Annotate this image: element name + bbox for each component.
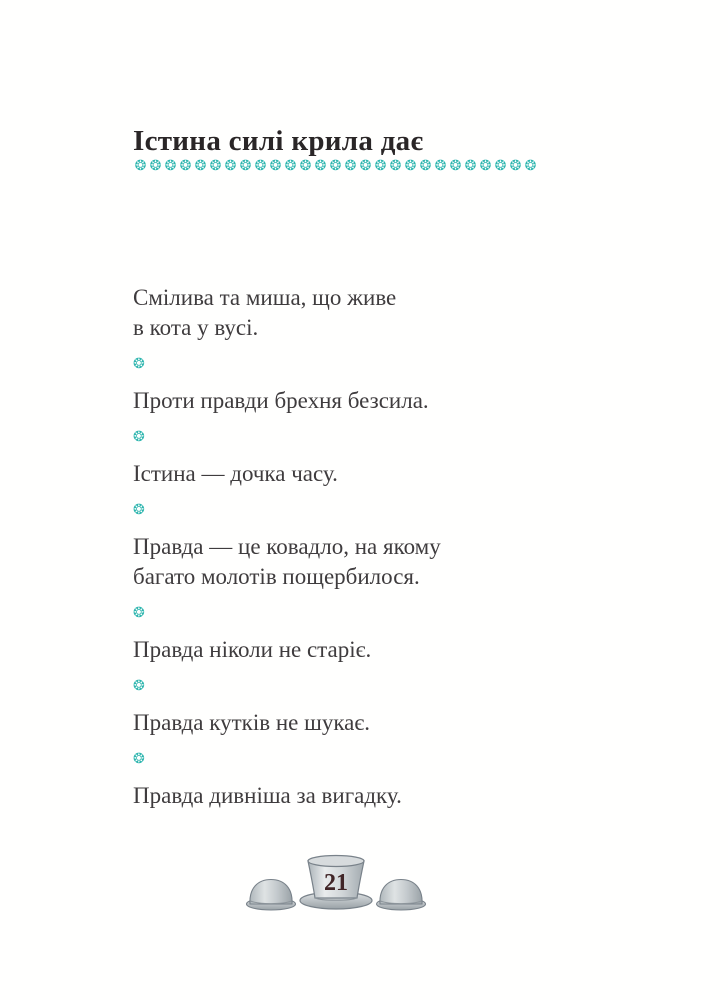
flower-ornament-icon: ❂ bbox=[479, 158, 492, 174]
flower-ornament-icon: ❂ bbox=[524, 158, 537, 174]
flower-ornament-icon: ❂ bbox=[494, 158, 507, 174]
flower-ornament-icon: ❂ bbox=[329, 158, 342, 174]
flower-ornament-icon: ❂ bbox=[299, 158, 312, 174]
flower-ornament-icon: ❂ bbox=[389, 158, 402, 174]
flower-ornament-icon: ❂ bbox=[314, 158, 327, 174]
flower-ornament-icon: ❂ bbox=[419, 158, 432, 174]
bowler-hat-left-icon bbox=[245, 877, 297, 911]
proverb-text bbox=[133, 781, 603, 811]
separator-flower-icon: ❂ bbox=[133, 751, 145, 767]
flower-ornament-icon: ❂ bbox=[509, 158, 522, 174]
bowler-hat-right-icon bbox=[375, 877, 427, 911]
proverb-text bbox=[133, 386, 603, 416]
proverb-line: Правда ніколи не старіє. bbox=[133, 637, 372, 662]
separator-flower-icon: ❂ bbox=[133, 502, 145, 518]
proverb-line: багато молотів пощербилося. bbox=[133, 564, 420, 589]
flower-ornament-icon: ❂ bbox=[374, 158, 387, 174]
footer-hats-illustration bbox=[245, 851, 427, 911]
flower-ornament-icon: ❂ bbox=[359, 158, 372, 174]
flower-ornament-icon: ❂ bbox=[404, 158, 417, 174]
flower-ornament-icon: ❂ bbox=[179, 158, 192, 174]
separator-flower-icon: ❂ bbox=[133, 678, 145, 694]
proverb-text bbox=[133, 283, 603, 343]
flower-ornament-icon: ❂ bbox=[344, 158, 357, 174]
proverb-text bbox=[133, 635, 603, 665]
flower-ornament-icon: ❂ bbox=[194, 158, 207, 174]
page-title: Істина силі крила дає bbox=[133, 125, 424, 158]
proverb-text bbox=[133, 532, 603, 592]
page-number: 21 bbox=[324, 870, 348, 896]
flower-ornament-icon: ❂ bbox=[224, 158, 237, 174]
flower-ornament-icon: ❂ bbox=[209, 158, 222, 174]
flower-ornament-icon: ❂ bbox=[269, 158, 282, 174]
flower-ornament-icon: ❂ bbox=[239, 158, 252, 174]
flower-ornament-icon: ❂ bbox=[149, 158, 162, 174]
proverb-line: Смілива та миша, що живе bbox=[133, 285, 397, 310]
proverb-line: Правда дивніша за вигадку. bbox=[133, 783, 402, 808]
ornament-divider-row bbox=[133, 157, 538, 175]
proverb-line: Правда кутків не шукає. bbox=[133, 710, 370, 735]
proverb-line: Правда — це ковадло, на якому bbox=[133, 534, 441, 559]
flower-ornament-icon: ❂ bbox=[134, 158, 147, 174]
proverb-line: в кота у вусі. bbox=[133, 315, 259, 340]
flower-ornament-icon: ❂ bbox=[284, 158, 297, 174]
proverbs-list bbox=[133, 283, 603, 811]
proverb-text bbox=[133, 459, 603, 489]
separator-flower-icon: ❂ bbox=[133, 356, 145, 372]
top-hat-icon bbox=[298, 853, 374, 911]
proverb-line: Істина — дочка часу. bbox=[133, 461, 338, 486]
flower-ornament-icon: ❂ bbox=[464, 158, 477, 174]
proverb-line: Проти правди брехня безсила. bbox=[133, 388, 429, 413]
proverb-text bbox=[133, 708, 603, 738]
flower-ornament-icon: ❂ bbox=[254, 158, 267, 174]
flower-ornament-icon: ❂ bbox=[164, 158, 177, 174]
flower-ornament-icon: ❂ bbox=[434, 158, 447, 174]
separator-flower-icon: ❂ bbox=[133, 605, 145, 621]
separator-flower-icon: ❂ bbox=[133, 429, 145, 445]
flower-ornament-icon: ❂ bbox=[449, 158, 462, 174]
